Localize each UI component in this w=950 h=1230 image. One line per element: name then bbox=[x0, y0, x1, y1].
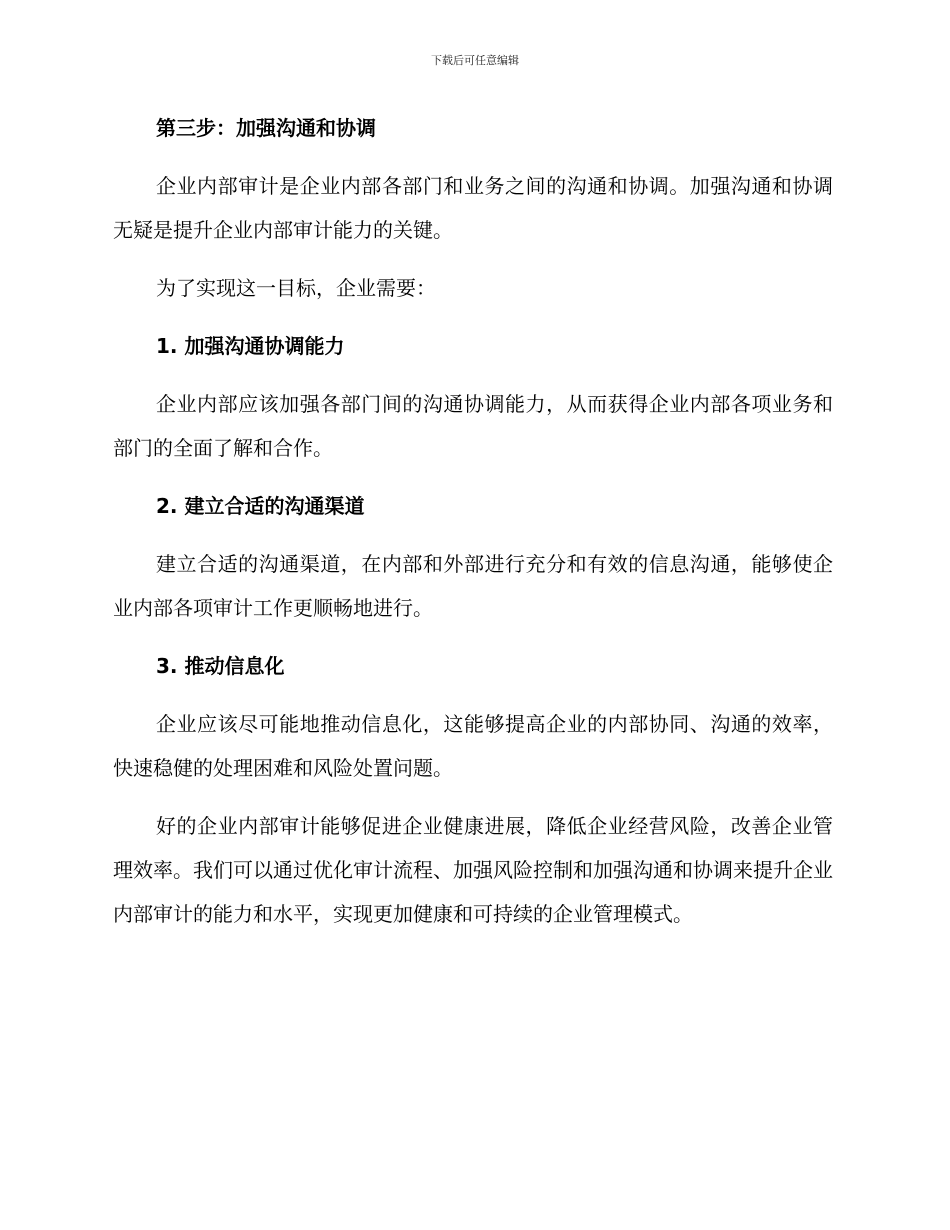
item-3-heading: 3. 推动信息化 bbox=[156, 654, 285, 678]
item-3-body: 企业应该尽可能地推动信息化，这能够提高企业的内部协同、沟通的效率，快速稳健的处理困难和风险处置问题。 bbox=[113, 712, 833, 780]
conclusion-paragraph: 好的企业内部审计能够促进企业健康进展，降低企业经营风险，改善企业管理效率。我们可以通过优化审计流程、加强风险控制和加强沟通和协调来提升企业内部审计的能力和水平，实现更加健康和可持续的企业管理模式。 bbox=[113, 814, 833, 926]
document-body bbox=[113, 106, 833, 950]
section-heading: 第三步：加强沟通和协调 bbox=[156, 116, 376, 140]
item-1-heading: 1. 加强沟通协调能力 bbox=[156, 334, 345, 358]
lead-in-text: 为了实现这一目标，企业需要： bbox=[156, 276, 436, 300]
item-2-body: 建立合适的沟通渠道，在内部和外部进行充分和有效的信息沟通，能够使企业内部各项审计工作更顺畅地进行。 bbox=[113, 552, 833, 620]
item-1-body: 企业内部应该加强各部门间的沟通协调能力，从而获得企业内部各项业务和部门的全面了解和合作。 bbox=[113, 392, 833, 460]
page-header: 下载后可任意编辑 bbox=[431, 54, 519, 67]
intro-paragraph: 企业内部审计是企业内部各部门和业务之间的沟通和协调。加强沟通和协调无疑是提升企业内部审计能力的关键。 bbox=[113, 174, 833, 242]
item-2-heading: 2. 建立合适的沟通渠道 bbox=[156, 494, 365, 518]
